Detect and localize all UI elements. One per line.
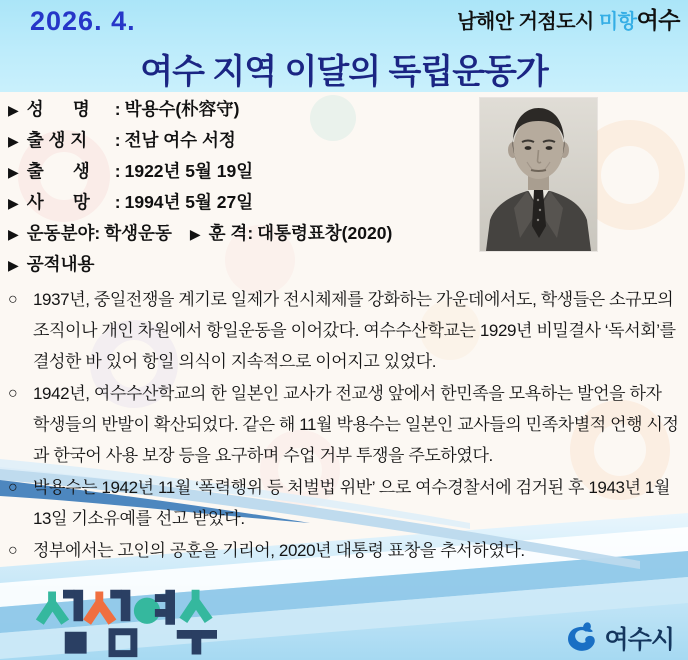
merit-heading: 공적내용 <box>26 254 95 274</box>
info-row-name <box>8 96 473 127</box>
info-row-birthplace <box>8 127 473 158</box>
city-slogan <box>457 2 680 35</box>
paragraph-text: 정부에서는 고인의 공훈을 기리어, 2020년 대통령 표창을 추서하였다. <box>33 541 525 560</box>
city-swirl-icon <box>563 621 599 655</box>
paragraph-text: 박용수는 1942년 11월 ‘폭력행위 등 처벌법 위반’ 으로 여수경찰서에 검거된 후 1943년 1월 13일 기소유예를 선고 받았다. <box>33 478 670 528</box>
info-label: 출 생 <box>26 161 90 181</box>
info-label: 훈 격 <box>208 223 248 243</box>
info-row-death <box>8 189 473 220</box>
info-label: 성 명 <box>26 99 90 119</box>
info-value: 대통령표창(2020) <box>257 223 393 243</box>
issue-date: 2026. 4. <box>30 6 136 36</box>
seomseom-yeosu-logo <box>26 588 226 658</box>
city-name: 여수시 <box>604 626 674 654</box>
info-label: 출 생 지 <box>26 130 88 150</box>
slogan-part3: 여수 <box>636 7 680 33</box>
triangle-bullet-icon: ▶ <box>8 164 19 180</box>
merit-paragraph <box>8 284 680 377</box>
merit-content <box>8 284 680 567</box>
info-separator: : <box>114 161 121 181</box>
header-band <box>0 0 688 92</box>
yeosu-city-logo <box>563 620 674 656</box>
slogan-part1: 남해안 거점도시 <box>457 11 599 33</box>
paragraph-text: 1937년, 중일전쟁을 계기로 일제가 전시체제를 강화하는 가운데에서도, 학생들은 소규모의 조직이나 개인 차원에서 항일운동을 이어갔다. 여수수산학교는 1929년 비밀결사 ‘독서회’를 결성한 바 있어 항일 의식이 지속적으로 이어지고 있었다. <box>33 290 676 371</box>
circle-bullet-icon: ○ <box>8 479 18 496</box>
merit-paragraph <box>8 378 680 471</box>
info-label: 사 망 <box>26 192 90 212</box>
info-separator: : <box>114 130 121 150</box>
info-value: 1994년 5월 27일 <box>124 192 254 212</box>
triangle-bullet-icon: ▶ <box>8 257 19 273</box>
info-row-field-award <box>8 220 473 251</box>
slogan-part2: 미항 <box>598 11 637 33</box>
person-info <box>8 96 473 282</box>
info-row-merit-heading <box>8 251 473 282</box>
merit-paragraph <box>8 535 680 566</box>
merit-paragraph <box>8 472 680 534</box>
page-title: 여수 지역 이달의 독립운동가 <box>140 53 548 91</box>
info-value: 1922년 5월 19일 <box>124 161 254 181</box>
info-separator: : <box>114 192 121 212</box>
info-separator: : <box>114 99 121 119</box>
circle-bullet-icon: ○ <box>8 385 18 402</box>
info-separator: : <box>94 223 101 243</box>
paragraph-text: 1942년, 여수수산학교의 한 일본인 교사가 전교생 앞에서 한민족을 모욕하는 발언을 하자 학생들의 반발이 확산되었다. 같은 해 11월 박용수는 일본인 교사들의 민족차별적 언행 시정과 한국어 사용 보장 등을 요구하며 수업 거부 투쟁을 주도하였다. <box>33 384 679 465</box>
info-value: 학생운동 <box>104 223 172 243</box>
award-pair <box>190 220 392 245</box>
info-separator: : <box>247 223 254 243</box>
triangle-bullet-icon: ▶ <box>8 102 19 118</box>
triangle-bullet-icon: ▶ <box>8 133 19 149</box>
triangle-bullet-icon: ▶ <box>189 226 201 242</box>
triangle-bullet-icon: ▶ <box>8 226 19 242</box>
circle-bullet-icon: ○ <box>8 291 18 308</box>
circle-bullet-icon: ○ <box>8 542 18 559</box>
info-value: 전남 여수 서정 <box>124 130 236 150</box>
portrait-photo <box>480 98 597 251</box>
info-row-birth <box>8 158 473 189</box>
info-value: 박용수(朴容守) <box>124 99 240 119</box>
info-label: 운동분야 <box>26 223 95 243</box>
triangle-bullet-icon: ▶ <box>8 195 19 211</box>
